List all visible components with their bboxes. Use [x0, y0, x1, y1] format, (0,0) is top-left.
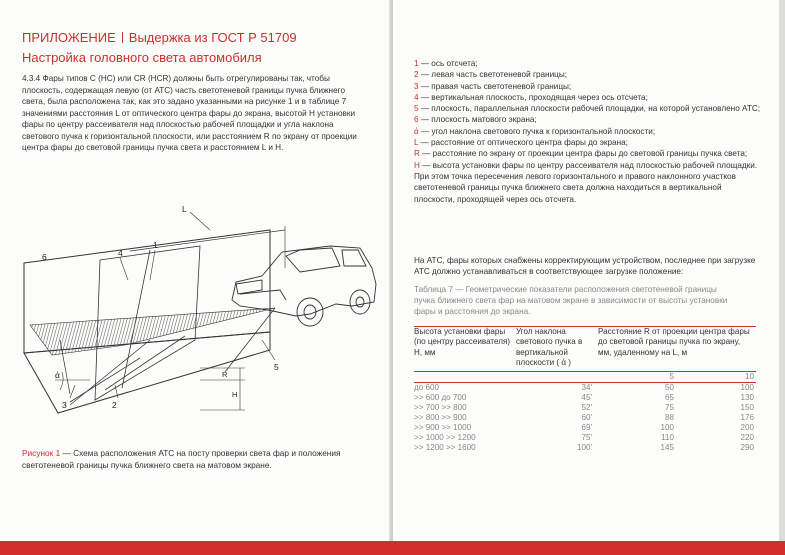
headlight-table [414, 326, 756, 453]
label-4: 4 [118, 248, 123, 258]
table-row: >> 600 до 700 45' 65 130 [414, 392, 754, 402]
label-1: 1 [153, 240, 158, 250]
appendix-label: ПРИЛОЖЕНИЕ [22, 30, 116, 45]
table-row: >> 800 >> 900 60' 88 176 [414, 413, 754, 422]
page-subtitle: Настройка головного света автомобиля [22, 50, 262, 65]
label-5: 5 [274, 362, 279, 372]
column-header-angle: Угол наклона светового пучка в вертикальной плоскости ( ά ) [516, 327, 583, 368]
legend-item: 2 — левая часть светотеневой границы; [414, 70, 567, 80]
body-paragraph: 4.3.4 Фары типов С (НС) или CR (HCR) должны быть отрегулированы так, чтобы плоскость, содержащая левую (от АТС) часть светотеневой границы пучка ближнего света, была расположена так, как это задано указанными на рисунке 1 и в таблице 7 значениями расстояния L от оптического центра фары до экрана, высотой H установки фары по центру рассеивателя над плоскостью рабочей площадки и угла наклона светового пучка к горизонтальной плоскости, или расстоянием R по экрану от проекции центра фары до световой границы пучка света и расстоянием L и H. [22, 74, 357, 152]
column-header-height: Высота установки фары (по центру рассеивателя) H, мм [414, 327, 511, 357]
table-row: >> 1200 >> 1600 100' 145 290 [414, 443, 754, 453]
legend-item: L — расстояние от оптического центра фары до экрана; [414, 138, 628, 148]
page-header [22, 30, 297, 45]
column-header-distance: Расстояние R от проекции центра фары до световой границы пучка по экрану, мм, удаленному на L, м [598, 327, 750, 357]
label-6: 6 [42, 252, 47, 262]
legend-item: 4 — вертикальная плоскость, проходящая через ось отсчета; [414, 92, 648, 102]
right-edge [779, 0, 785, 541]
subheader-10m: 10 [676, 372, 756, 383]
headlight-diagram [0, 190, 390, 440]
table-row: до 600 34' 50 100 [414, 382, 754, 392]
left-page [0, 0, 391, 555]
bottom-accent-bar [0, 541, 785, 555]
table-header-row [414, 327, 756, 371]
subheader-5m: 5 [598, 372, 676, 383]
legend-item: 6 — плоскость матового экрана; [414, 115, 537, 125]
table-row: >> 700 >> 800 52' 75 150 [414, 402, 754, 412]
label-h: H [232, 390, 238, 399]
figure-caption-label: Рисунок 1 [22, 448, 61, 458]
legend-item: R — расстояние по экрану от проекции центра фары до световой границы пучка света; [414, 149, 748, 159]
atc-note: На АТС, фары которых снабжены корректирующим устройством, последнее при загрузке АТС должно устанавливаться в соответствующее загрузке положение: [414, 256, 756, 277]
table-caption: Таблица 7 — Геометрические показатели расположения светотеневой границы пучка ближнего света фар на матовом экране в зависимости от высоты установки фары и расстояния до экрана. [414, 285, 728, 316]
figure-caption-text: — Схема расположения АТС на посту проверки света фар и положения светотеневой границы пучка ближнего света на матовом экране. [22, 448, 341, 470]
legend-item: 5 — плоскость, параллельная плоскости рабочей площадки, на которой установлено АТС; [414, 104, 761, 114]
light-beam [30, 308, 275, 355]
label-alpha: ά [55, 370, 60, 380]
table-row: >> 900 >> 1000 69' 100 200 [414, 423, 754, 433]
table-row: >> 1000 >> 1200 75' 110 220 [414, 433, 754, 443]
legend-item: ά — угол наклона светового пучка к горизонтальной плоскости; [414, 126, 656, 136]
label-3: 3 [62, 400, 67, 410]
label-2: 2 [112, 400, 117, 410]
label-l: L [182, 204, 187, 214]
legend-item: 3 — правая часть светотеневой границы; [414, 81, 572, 91]
legend-item: H — высота установки фары по центру рассеивателя над плоскостью рабочей площадки. При этом точка пересечения левого горизонтального и правого наклонного участков светотеневой границы пучка ближнего света должна находиться в вертикальной плоскости, проходящей через ось отсчета. [414, 160, 758, 204]
figure-legend [414, 58, 764, 205]
header-divider [122, 32, 123, 43]
legend-item: 1 — ось отсчета; [414, 59, 478, 68]
figure-caption [22, 448, 372, 471]
table-subheader-row [414, 372, 756, 383]
car-illustration [232, 246, 376, 326]
label-r: R [222, 370, 228, 379]
gost-excerpt-label: Выдержка из ГОСТ Р 51709 [128, 30, 297, 45]
